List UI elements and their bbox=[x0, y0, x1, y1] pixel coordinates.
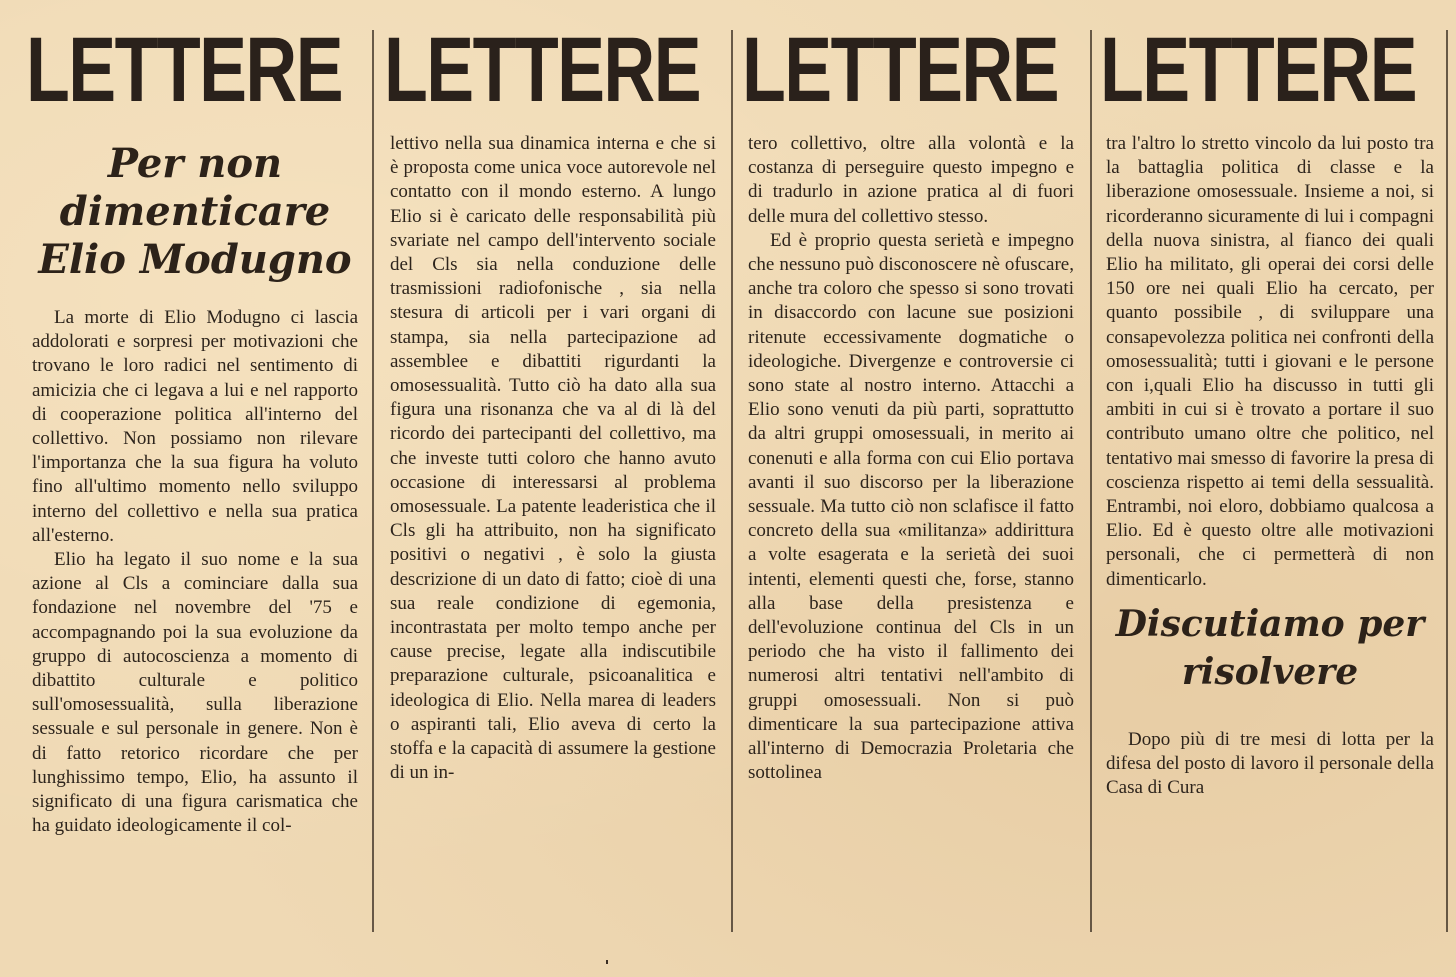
masthead-lettere: LETTERE bbox=[742, 19, 1058, 121]
column-1 bbox=[26, 0, 364, 935]
paragraph: tero collettivo, oltre alla volontà e la costanza di perseguire questo impegno e di tradurlo in azione pratica al di fuori delle mura del collettivo stesso. bbox=[748, 133, 1074, 227]
column-4 bbox=[1100, 0, 1440, 935]
paragraph: Elio ha legato il suo nome e la sua azione al Cls a cominciare dalla sua fondazione nel novembre del '75 e accompagnando poi la sua evoluzione da gruppo di autocoscienza a momento di dibattito culturale e politico sull'omosessualità, sulla liberazione sessuale e sul personale in genere. Non è di fatto retorico ricordare che per lunghissimo tempo, Elio, ha assunto il significato di una figura carismatica che ha guidato ideologicamente il col- bbox=[32, 549, 358, 837]
paragraph: Dopo più di tre mesi di lotta per la difesa del posto di lavoro il personale della Casa di Cura bbox=[1106, 728, 1434, 799]
paragraph: La morte di Elio Modugno ci lascia addolorati e sorpresi per motivazioni che trovano le loro radici nel sentimento di amicizia che ci legava a lui e nel rapporto di cooperazione politica all'interno del collettivo. Non possiamo non rilevare l'importanza che la sua figura ha voluto fino all'ultimo momento nello sviluppo interno del collettivo e nella sua pratica all'esterno. bbox=[32, 307, 358, 546]
column-rule bbox=[731, 30, 733, 932]
article-body bbox=[26, 306, 364, 838]
masthead-lettere: LETTERE bbox=[1100, 19, 1416, 121]
print-mark bbox=[606, 960, 608, 964]
second-article-body bbox=[1100, 728, 1440, 801]
article-body bbox=[1100, 122, 1440, 592]
column-2 bbox=[384, 0, 722, 935]
paragraph: Ed è proprio questa serietà e impegno che nessuno può disconoscere nè ofuscare, anche tra coloro che spesso si sono trovati in disaccordo con lacune sue posizioni ritenute eccessivamente dogmatiche o ideologiche. Divergenze e controversie ci sono state al nostro interno. Attacchi a Elio sono venuti da più parti, soprattutto da altri gruppi omosessuali, in merito ai conenuti e alla forma con cui Elio portava avanti il suo discorso per la liberazione sessuale. Ma tutto ciò non sclafisce il fatto concreto della sua «militanza» addirittura a volte esagerata e la serietà dei suoi intenti, elementi questi che, forse, stanno alla base della presistenza e dell'evoluzione continua del Cls in un periodo che ha visto il fallimento dei numerosi altri tentativi nell'ambito di gruppi omosessuali. Non si può dimenticare la sua partecipazione attiva all'interno di Democrazia Proletaria che sottolinea bbox=[748, 229, 1074, 784]
second-article-headline: Discutiamo per risolvere bbox=[1115, 602, 1425, 693]
paragraph: tra l'altro lo stretto vincolo da lui posto tra la battaglia politica di classe e la liberazione omosessuale. Insieme a noi, si ricorderanno sicuramente di lui i compagni della nuova sinistra, al fianco dei quali Elio ha militato, gli operai dei corsi delle 150 ore nei quali Elio ha cercato, per quanto possibile , di sviluppare una consapevolezza politica nei confronti della omosessualità; tutti i giovani e le persone con i,quali Elio ha discusso in tutti gli ambiti in cui si è trovato a portare il suo contributo umano oltre che politico, nel tentativo mai smesso di favorire la presa di coscienza rispetto ai temi della sessualità. Entrambi, noi eloro, dobbiamo qualcosa a Elio. Ed è questo oltre alle motivazioni personali, che ci permetterà di non dimenticarlo. bbox=[1106, 133, 1434, 590]
column-rule bbox=[372, 30, 374, 932]
article-body bbox=[384, 122, 722, 785]
article-headline: Per non dimenticare Elio Modugno bbox=[38, 140, 352, 283]
masthead-lettere: LETTERE bbox=[384, 19, 700, 121]
column-3 bbox=[742, 0, 1080, 935]
paragraph: lettivo nella sua dinamica interna e che si è proposta come unica voce autorevole nel contatto con il mondo esterno. A lungo Elio si è caricato delle responsabilità più svariate nel campo dell'intervento sociale del Cls sia nella conduzione delle trasmissioni radiofonische , sia nella stesura di articoli per i vari organi di stampa, sia nella partecipazione ad assemblee e dibattiti rigurdanti la omosessualità. Tutto ciò ha dato alla sua figura una risonanza che va al di là del ricordo dei partecipanti del collettivo, ma che investe tutti coloro che hanno avuto occasione di interessarsi al problema omosessuale. La patente leaderistica che il Cls gli ha attribuito, non ha significato positivi o negativi , è solo la giusta descrizione di un dato di fatto; cioè di una sua reale condizione di egemonia, incontrastata per molto tempo anche per cause precise, legate alla indiscutibile preparazione culturale, psicoanalitica e ideologica di Elio. Nella marea di leaders o aspiranti tali, Elio aveva di certo la stoffa e la capacità di assumere la gestione di un in- bbox=[390, 133, 716, 784]
column-rule bbox=[1446, 30, 1448, 932]
column-rule bbox=[1090, 30, 1092, 932]
article-body bbox=[742, 122, 1080, 785]
masthead-lettere: LETTERE bbox=[26, 19, 342, 121]
